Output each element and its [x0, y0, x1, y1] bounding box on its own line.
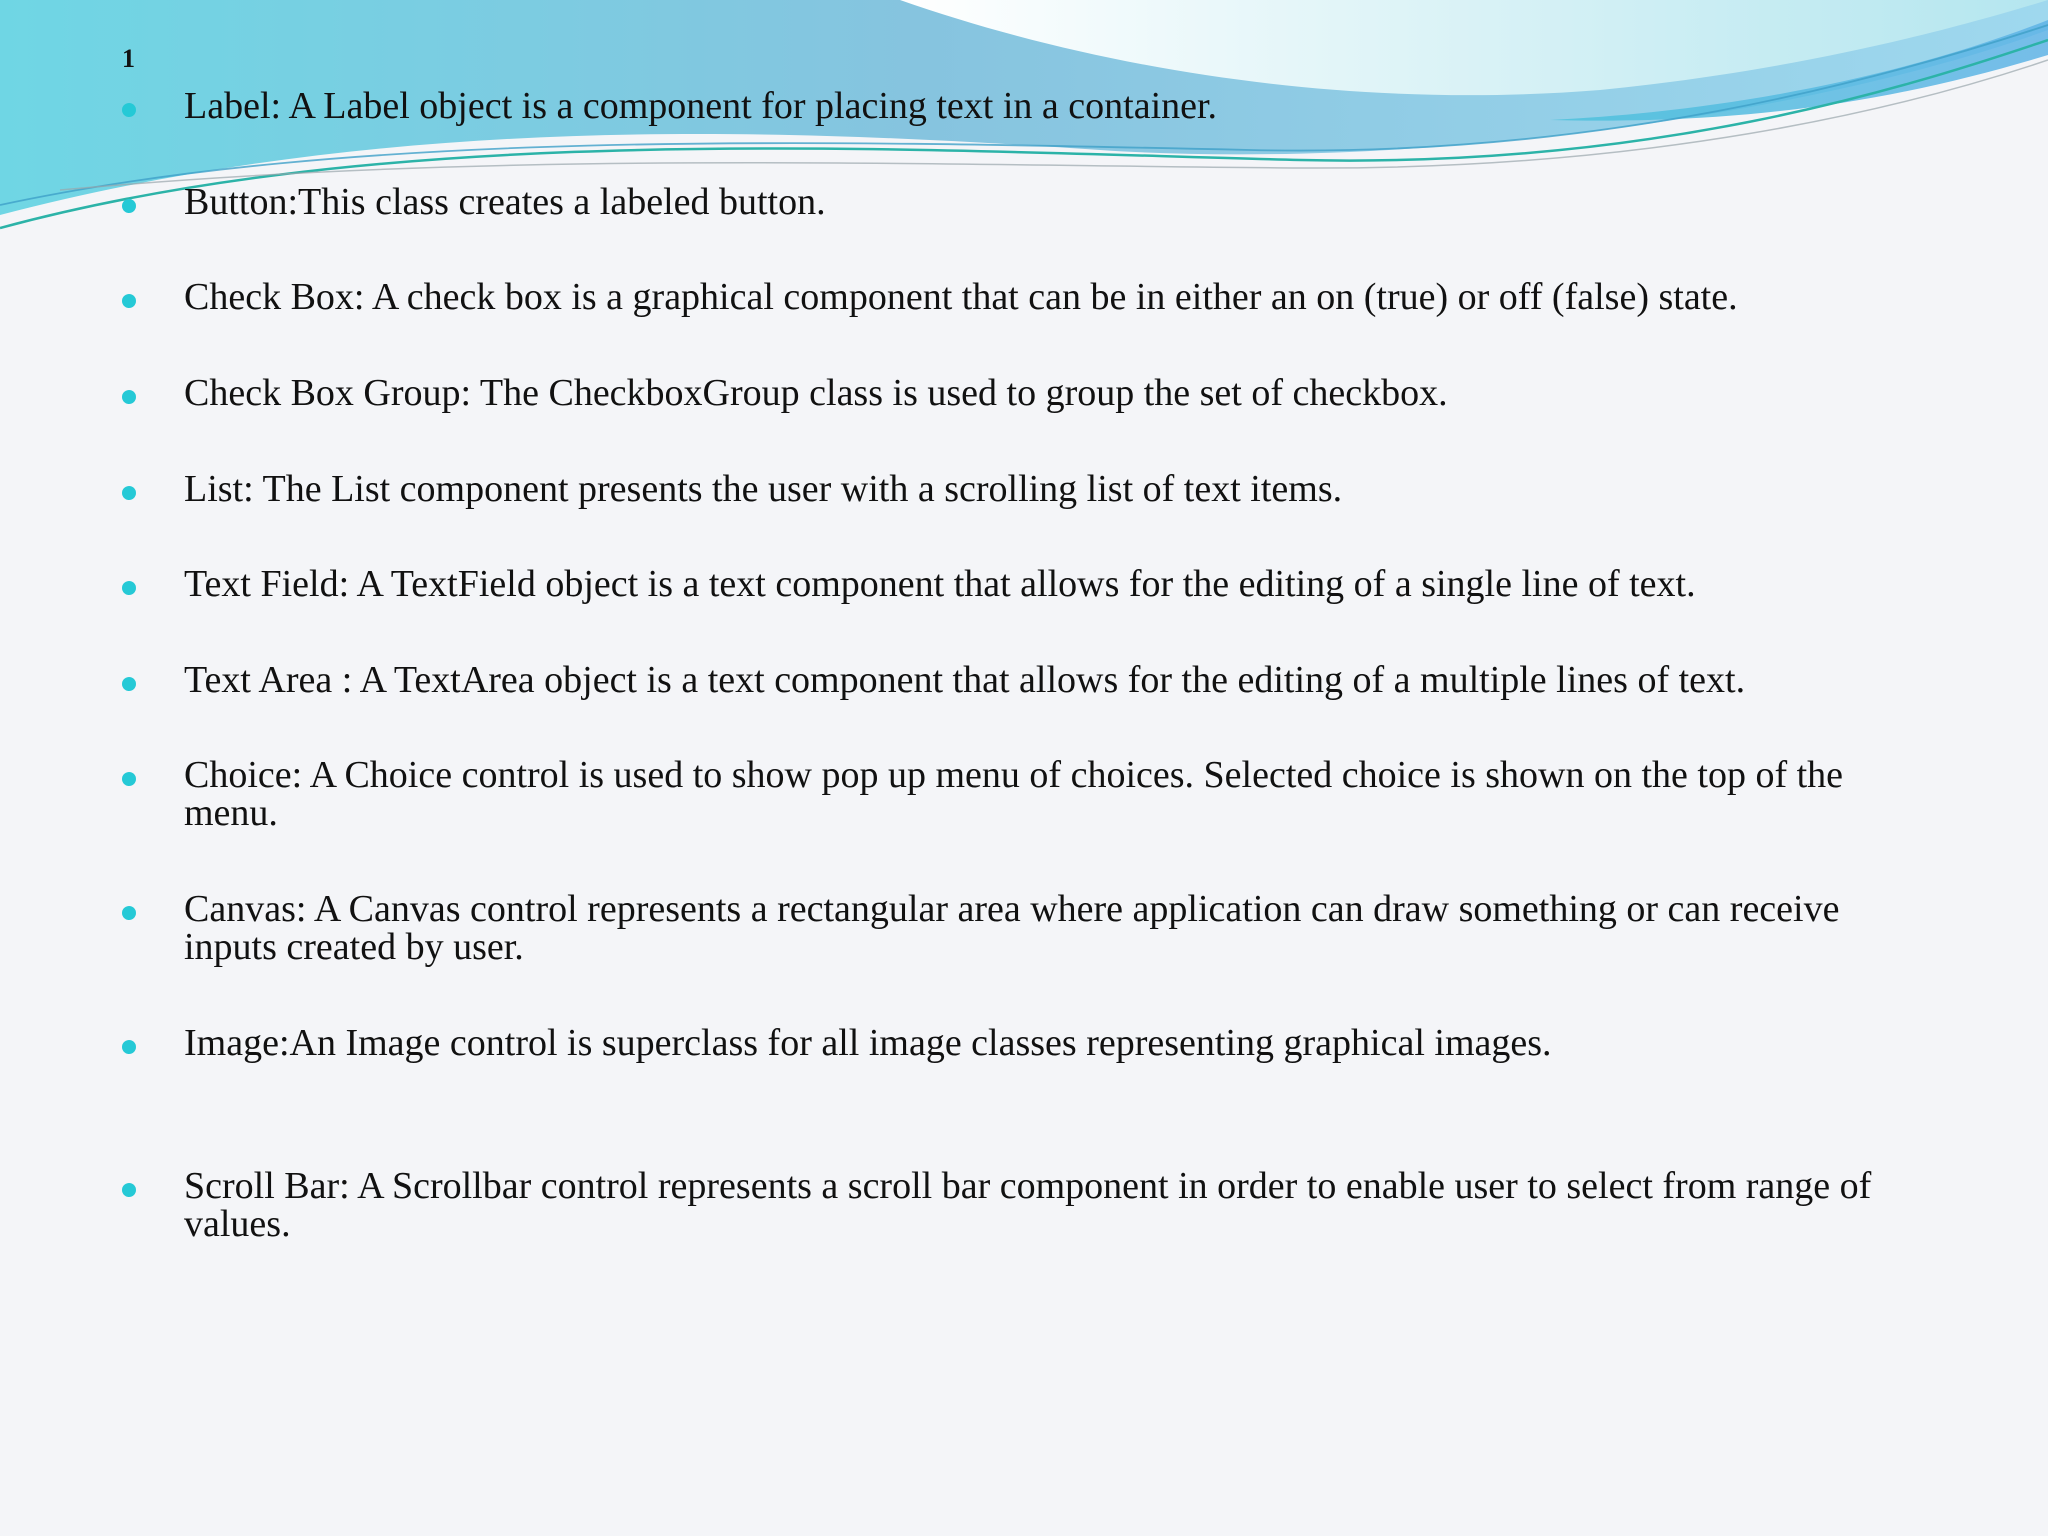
list-item [122, 183, 1932, 221]
list-item-text: Check Box Group: The CheckboxGroup class is used to group the set of checkbox. [184, 372, 1448, 414]
list-item [122, 1024, 1932, 1062]
list-item-text: Scroll Bar: A Scrollbar control represents a scroll bar component in order to enable user to select from range of values. [184, 1165, 1872, 1245]
list-item-text: Canvas: A Canvas control represents a rectangular area where application can draw something or can receive inputs created by user. [184, 888, 1840, 968]
list-item-text: Label: A Label object is a component for placing text in a container. [184, 85, 1218, 127]
list-item-text: Text Field: A TextField object is a text component that allows for the editing of a single line of text. [184, 563, 1696, 605]
page-number: 1 [122, 44, 135, 73]
bullet-icon [122, 390, 136, 404]
bullet-icon [122, 906, 136, 920]
list-item-text: Check Box: A check box is a graphical component that can be in either an on (true) or off (false) state. [184, 276, 1738, 318]
list-item [122, 565, 1932, 603]
list-item [122, 470, 1932, 508]
list-item-text: Button:This class creates a labeled button. [184, 181, 826, 223]
bullet-icon [122, 1040, 136, 1054]
bullet-icon [122, 294, 136, 308]
bullet-icon [122, 103, 136, 117]
list-item [122, 1167, 1932, 1243]
list-item [122, 278, 1932, 316]
bullet-icon [122, 199, 136, 213]
bullet-icon [122, 581, 136, 595]
bullet-icon [122, 1183, 136, 1197]
list-item [122, 661, 1932, 699]
bullet-icon [122, 486, 136, 500]
list-item [122, 756, 1932, 832]
list-item-text: Choice: A Choice control is used to show pop up menu of choices. Selected choice is shown on the top of the menu. [184, 754, 1844, 834]
list-item-text: Image:An Image control is superclass for all image classes representing graphical images. [184, 1022, 1552, 1064]
list-item [122, 374, 1932, 412]
list-item-text: List: The List component presents the user with a scrolling list of text items. [184, 468, 1343, 510]
bullet-icon [122, 677, 136, 691]
list-item [122, 87, 1932, 125]
list-item-text: Text Area : A TextArea object is a text component that allows for the editing of a multiple lines of text. [184, 659, 1746, 701]
list-item [122, 890, 1932, 966]
bullet-icon [122, 772, 136, 786]
